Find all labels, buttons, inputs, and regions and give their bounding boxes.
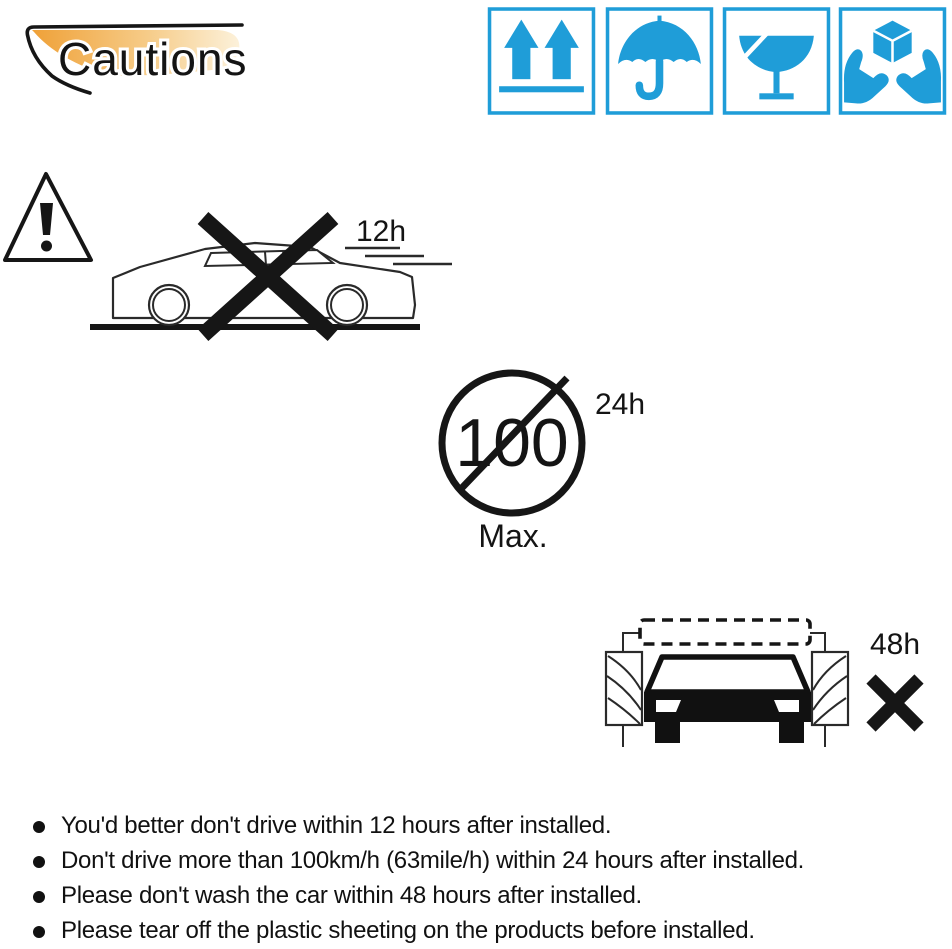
fragile-icon [722, 6, 831, 116]
bullet-icon [33, 926, 45, 938]
cross-mark [871, 679, 919, 727]
bullet-icon [33, 856, 45, 868]
speed-value: 100 [455, 405, 569, 481]
note-text: Don't drive more than 100km/h (63mile/h) within 24 hours after installed. [61, 847, 805, 874]
bullet-icon [33, 891, 45, 903]
notes-list [33, 813, 943, 949]
no-driving-illustration [85, 205, 460, 345]
wash-side-brush-left [606, 652, 642, 725]
no-speed-limit-sign [428, 362, 663, 557]
brand-logo [18, 12, 278, 104]
note-text: Please don't wash the car within 48 hours after installed. [61, 882, 642, 909]
note-item [33, 848, 943, 874]
note-text: Please tear off the plastic sheeting on the products before installed. [61, 917, 755, 944]
no-car-wash-illustration [600, 612, 935, 752]
keep-dry-icon [605, 6, 714, 116]
no-drive-duration: 12h [355, 215, 407, 248]
bullet-icon [33, 821, 45, 833]
wash-top-brush [640, 620, 810, 644]
no-wash-duration: 48h [869, 628, 921, 661]
note-text: You'd better don't drive within 12 hours after installed. [61, 812, 612, 839]
note-item [33, 883, 943, 909]
car-front-icon [644, 657, 811, 743]
wash-side-brush-right [812, 652, 848, 725]
brand-name: Cautions [58, 33, 248, 85]
note-item [33, 813, 943, 839]
handle-with-care-icon [838, 6, 947, 116]
speed-lines [345, 248, 452, 264]
speed-limit-duration: 24h [594, 388, 646, 421]
note-item [33, 918, 943, 944]
this-way-up-icon [487, 6, 596, 116]
max-caption: Max. [478, 518, 548, 554]
